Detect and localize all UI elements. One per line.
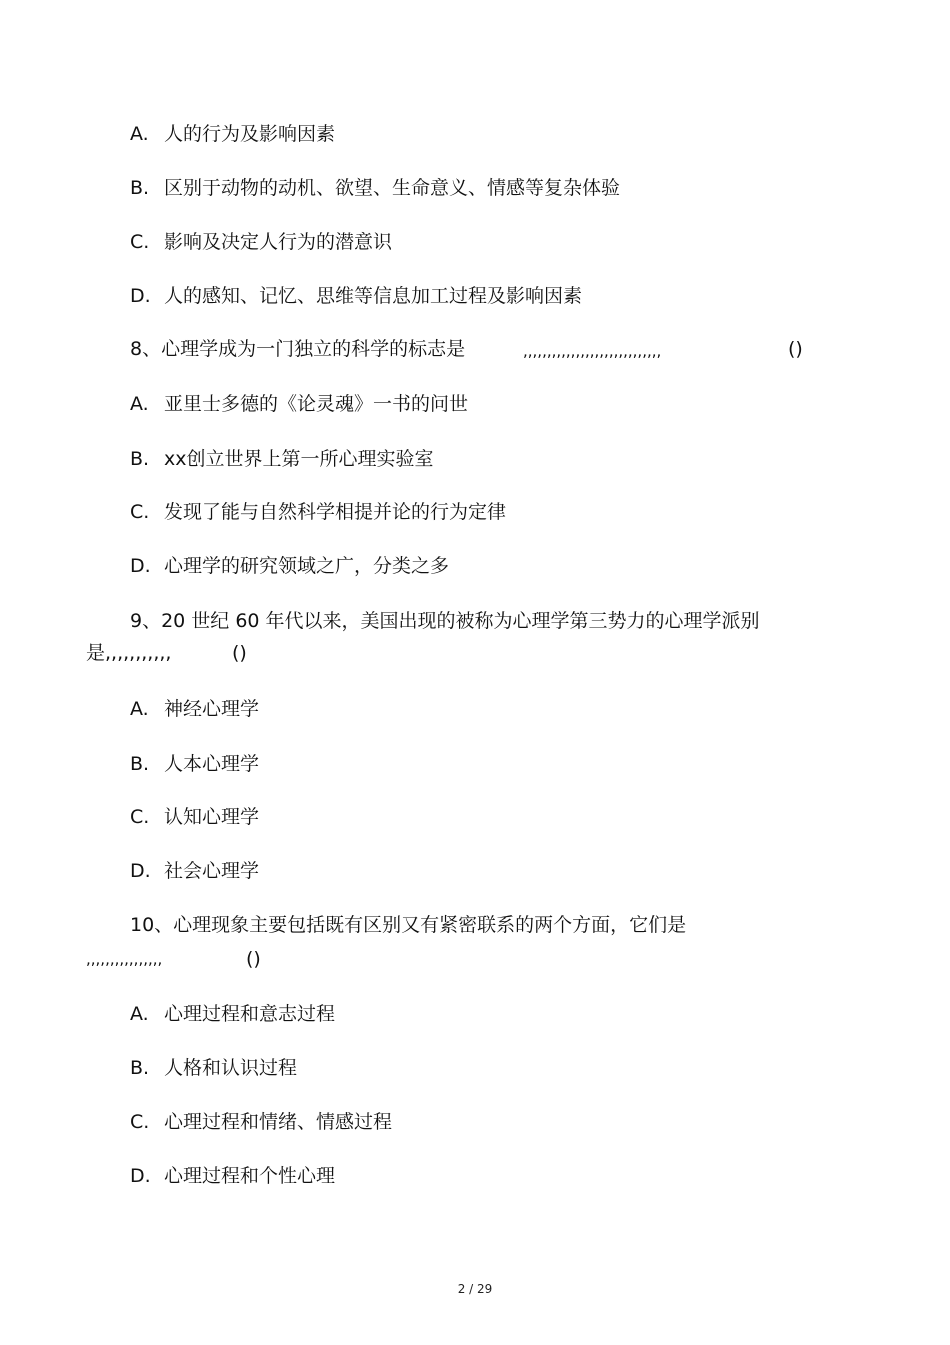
question-text: 10、心理现象主要包括既有区别又有紧密联系的两个方面，它们是 (130, 914, 687, 936)
page-total: 29 (477, 1282, 493, 1296)
question-9-stem (130, 608, 760, 634)
option-letter: D. (130, 555, 151, 577)
fill-dots: ,,,,,,,,,,,,,,,, (86, 950, 163, 968)
option-letter: B. (130, 1057, 150, 1079)
option-text: 心理过程和意志过程 (164, 1003, 336, 1025)
option-letter: D. (130, 1165, 151, 1187)
option-text: 人的感知、记忆、思维等信息加工过程及影响因素 (164, 285, 583, 307)
option-text: 人的行为及影响因素 (164, 123, 336, 145)
question-10-stem (130, 912, 686, 938)
option-letter: C. (130, 1111, 150, 1133)
option-letter: C. (130, 806, 150, 828)
option-c (130, 804, 259, 830)
answer-paren: () (232, 642, 247, 664)
option-b (130, 175, 620, 201)
option-text: 认知心理学 (164, 806, 260, 828)
fill-dots: ,,,,,,,,,,,,,,,,,,,,,,,,,,,,, (523, 342, 662, 360)
question-text-cont: 是,,,,,,,,,,, (86, 642, 172, 664)
option-c (130, 229, 392, 255)
option-a (130, 1001, 335, 1027)
option-b (130, 751, 259, 777)
option-text: 区别于动物的动机、欲望、生命意义、情感等复杂体验 (164, 177, 621, 199)
option-text: xx创立世界上第一所心理实验室 (164, 448, 434, 470)
option-text: 心理过程和个性心理 (164, 1165, 336, 1187)
option-d (130, 858, 259, 884)
question-8-stem (130, 336, 465, 362)
option-d (130, 1163, 335, 1189)
option-a (130, 696, 259, 722)
option-letter: D. (130, 860, 151, 882)
page-number (0, 1282, 950, 1296)
question-9-cont (86, 640, 171, 666)
option-text: 心理过程和情绪、情感过程 (164, 1111, 393, 1133)
option-text: 影响及决定人行为的潜意识 (164, 231, 393, 253)
answer-paren: () (246, 948, 261, 970)
option-letter: C. (130, 231, 150, 253)
option-letter: C. (130, 501, 150, 523)
question-8-dots (523, 338, 661, 364)
option-text: 人本心理学 (164, 753, 260, 775)
option-text: 人格和认识过程 (164, 1057, 298, 1079)
option-a (130, 121, 335, 147)
option-b (130, 446, 434, 472)
option-c (130, 499, 506, 525)
option-letter: D. (130, 285, 151, 307)
option-b (130, 1055, 297, 1081)
question-text: 8、心理学成为一门独立的科学的标志是 (130, 338, 466, 360)
option-letter: A. (130, 698, 149, 720)
option-text: 心理学的研究领域之广，分类之多 (164, 555, 450, 577)
option-text: 神经心理学 (164, 698, 260, 720)
page-current: 2 (457, 1282, 466, 1296)
page-separator: / (469, 1282, 474, 1296)
option-c (130, 1109, 392, 1135)
option-letter: B. (130, 753, 150, 775)
option-text: 亚里士多德的《论灵魂》一书的问世 (164, 393, 469, 415)
option-letter: A. (130, 123, 149, 145)
option-d (130, 283, 582, 309)
option-letter: B. (130, 177, 150, 199)
option-text: 发现了能与自然科学相提并论的行为定律 (164, 501, 507, 523)
option-letter: B. (130, 448, 150, 470)
question-text: 9、20 世纪 60 年代以来，美国出现的被称为心理学第三势力的心理学派别 (130, 610, 760, 632)
option-text: 社会心理学 (164, 860, 260, 882)
answer-paren: () (788, 338, 803, 360)
option-letter: A. (130, 1003, 149, 1025)
question-10-cont (86, 946, 162, 972)
option-d (130, 553, 449, 579)
option-letter: A. (130, 393, 149, 415)
option-a (130, 391, 468, 417)
